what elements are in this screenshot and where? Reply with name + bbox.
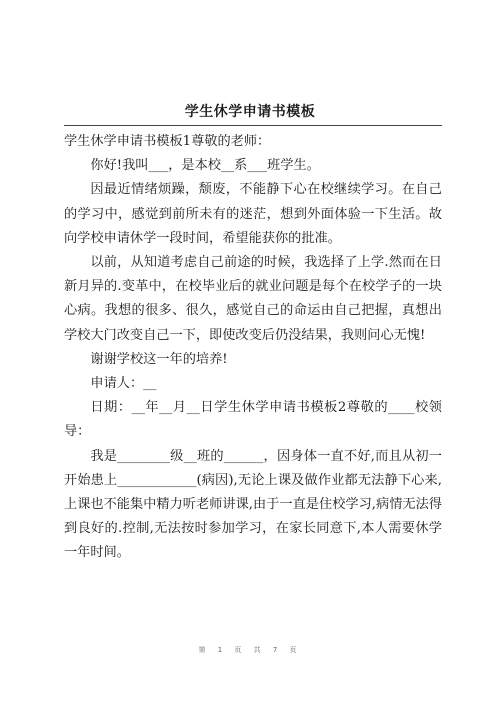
second-template-paragraph: 我是________级__班的______，因身体一直不好,而且从初一开始患上____________(病因),无论上课及做作业都无法静下心来,上课也不能集中精力听老师讲课,由于一直是住校学习,病情无法得到良好的.控制,无法按时参加学习，在家长同意下,本人需要休学一年时间。	[64, 448, 442, 561]
document-body	[64, 130, 442, 566]
thanks-paragraph: 谢谢学校这一年的培养!	[90, 351, 228, 367]
applicant-line: 申请人：__	[90, 376, 157, 392]
salutation-paragraph: 学生休学申请书模板1尊敬的老师：	[64, 134, 271, 149]
title-divider	[64, 125, 442, 126]
date-paragraph: 日期：__年__月__日学生休学申请书模板2尊敬的____校领导：	[64, 400, 442, 440]
page-number-footer: 第 1 页 共 7 页	[198, 646, 302, 654]
reason-paragraph: 因最近情绪烦躁，颓废，不能静下心在校继续学习。在自己的学习中，感觉到前所未有的迷茫，想到外面体验一下生活。故向学校申请休学一段时间，希望能获你的批准。	[64, 182, 442, 246]
background-paragraph: 以前，从知道考虑自己前途的时候，我选择了上学.然而在日新月异的.变革中，在校毕业后的就业问题是每个在校学子的一块心病。我想的很多、很久，感觉自己的命运由自己把握，真想出学校大门改变自己一下，即使改变后仍没结果，我则问心无愧!	[64, 255, 442, 343]
greeting-paragraph: 你好!我叫___，是本校__系___班学生。	[90, 158, 320, 174]
document-title: 学生休学申请书模板	[184, 104, 316, 120]
